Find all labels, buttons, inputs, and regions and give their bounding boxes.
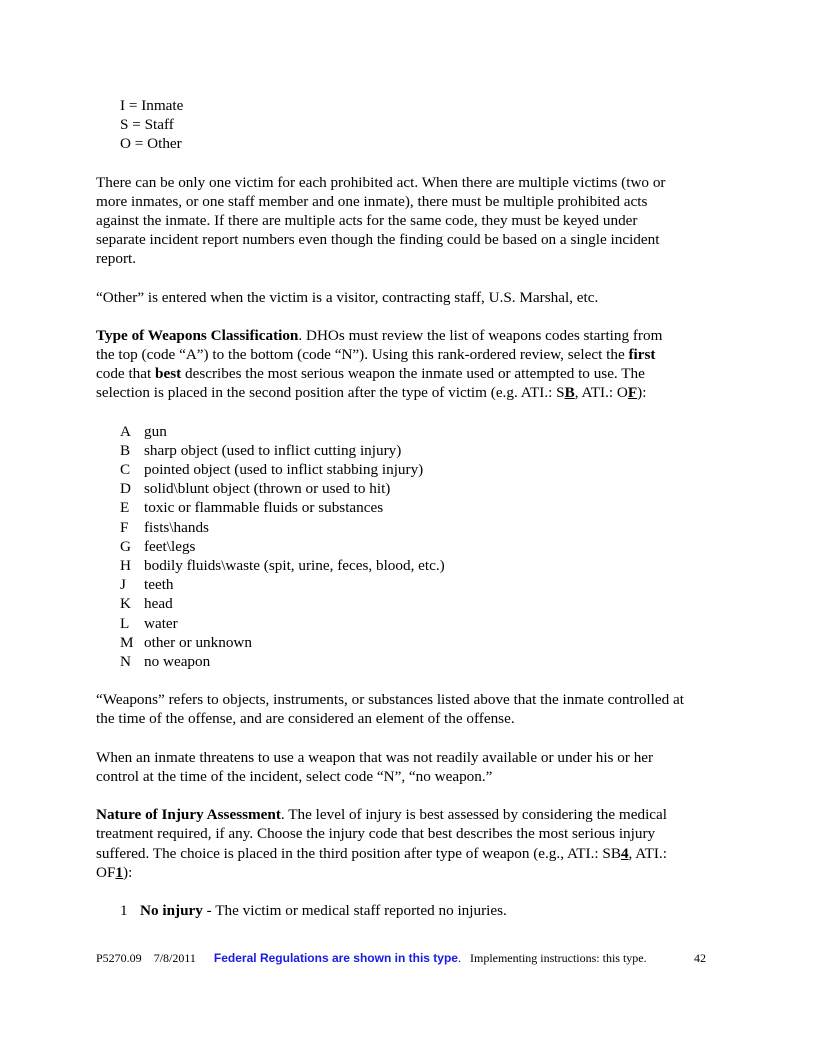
injury-code-description: - The victim or medical staff reported no injuries. <box>202 901 507 919</box>
text-span: . DHOs must review the list of weapons codes starting from <box>298 326 663 344</box>
victim-type-item: O = Other <box>120 135 182 153</box>
text-span: suffered. The choice is placed in the third position after type of weapon (e.g., ATI.: SB <box>96 844 621 862</box>
text-span: , ATI.: <box>628 844 667 862</box>
weapon-label: pointed object (used to inflict stabbing injury) <box>144 461 424 479</box>
text-line: “Weapons” refers to objects, instruments, or substances listed above that the inmate controlled at <box>96 691 684 709</box>
other-victim-paragraph <box>96 288 720 307</box>
weapon-label: head <box>144 595 173 613</box>
weapon-code: B <box>120 441 131 459</box>
weapon-code: N <box>120 653 131 671</box>
injury-assessment-paragraph <box>96 805 720 882</box>
weapon-code: H <box>120 557 131 575</box>
weapon-code: C <box>120 461 131 479</box>
weapon-label: teeth <box>144 576 174 594</box>
weapons-code-list <box>120 422 720 672</box>
text-line: There can be only one victim for each prohibited act. When there are multiple victims (two or <box>96 173 666 191</box>
text-line: report. <box>96 250 137 268</box>
text-span: describes the most serious weapon the inmate used or attempted to use. The <box>181 365 645 383</box>
weapon-code: K <box>120 595 131 613</box>
weapon-item <box>120 537 720 556</box>
weapon-item <box>120 652 720 671</box>
weapon-item <box>120 518 720 537</box>
weapon-code: J <box>120 576 126 594</box>
weapon-label: feet\legs <box>144 537 196 555</box>
injury-code-number: 1 <box>120 901 128 919</box>
text-line: more inmates, or one staff member and one inmate), there must be multiple prohibited acts <box>96 192 648 210</box>
text-span: code that <box>96 365 156 383</box>
example-code: B <box>564 384 575 402</box>
weapon-item <box>120 479 720 498</box>
text-span: ): <box>637 384 647 402</box>
page-number: 42 <box>694 951 706 965</box>
text-span: the top (code “A”) to the bottom (code “N”). Using this rank-ordered review, select the <box>96 346 629 364</box>
weapon-code: F <box>120 518 129 536</box>
weapon-item <box>120 441 720 460</box>
emphasis-best: best <box>155 365 182 383</box>
threatens-paragraph <box>96 748 720 786</box>
text-span: selection is placed in the second position after the type of victim (e.g. ATI.: S <box>96 384 565 402</box>
text-line: control at the time of the incident, select code “N”, “no weapon.” <box>96 767 493 785</box>
text-line: treatment required, if any. Choose the injury code that best describes the most serious injury <box>96 825 656 843</box>
injury-code-title: No injury <box>140 901 203 919</box>
weapon-item <box>120 633 720 652</box>
footer-implementing-instructions: Implementing instructions: this type. <box>469 951 647 965</box>
weapon-label: sharp object (used to inflict cutting injury) <box>144 441 402 459</box>
document-page <box>96 96 720 920</box>
weapon-item <box>120 422 720 441</box>
text-line: separate incident report numbers even though the finding could be based on a single incident <box>96 231 660 249</box>
weapon-item <box>120 575 720 594</box>
text-span: ): <box>123 863 133 881</box>
example-code: F <box>627 384 638 402</box>
weapon-label: fists\hands <box>144 518 209 536</box>
text-span: OF <box>96 863 116 881</box>
injury-heading: Nature of Injury Assessment <box>96 806 281 824</box>
weapon-label: bodily fluids\waste (spit, urine, feces, blood, etc.) <box>144 557 445 575</box>
text-line: “Other” is entered when the victim is a visitor, contracting staff, U.S. Marshal, etc. <box>96 288 599 306</box>
weapon-code: A <box>120 422 131 440</box>
weapon-code: L <box>120 614 130 632</box>
weapon-code: G <box>120 537 131 555</box>
text-line: the time of the offense, and are considered an element of the offense. <box>96 710 515 728</box>
weapon-label: other or unknown <box>144 633 252 651</box>
weapon-item <box>120 460 720 479</box>
footer-doc-number: P5270.09 <box>96 951 142 965</box>
weapons-definition-paragraph <box>96 690 720 728</box>
weapon-item <box>120 556 720 575</box>
weapons-heading: Type of Weapons Classification <box>96 326 299 344</box>
text-span: , ATI.: O <box>574 384 628 402</box>
page-footer <box>96 950 720 966</box>
weapon-label: toxic or flammable fluids or substances <box>144 499 384 517</box>
weapon-label: gun <box>144 422 167 440</box>
example-code: 1 <box>115 863 124 881</box>
weapon-item <box>120 498 720 517</box>
weapon-code: D <box>120 480 131 498</box>
one-victim-paragraph <box>96 173 720 269</box>
weapons-classification-paragraph <box>96 326 720 403</box>
footer-date: 7/8/2011 <box>153 951 196 965</box>
example-code: 4 <box>620 844 629 862</box>
weapon-label: no weapon <box>144 653 211 671</box>
weapon-item <box>120 614 720 633</box>
footer-federal-regulations: Federal Regulations are shown in this type <box>213 951 458 965</box>
weapon-label: water <box>144 614 178 632</box>
victim-type-item: S = Staff <box>120 116 174 134</box>
text-line: When an inmate threatens to use a weapon that was not readily available or under his or her <box>96 748 654 766</box>
footer-period: . <box>457 951 461 965</box>
emphasis-first: first <box>628 346 656 364</box>
weapon-label: solid\blunt object (thrown or used to hit) <box>144 480 391 498</box>
victim-type-item: I = Inmate <box>120 97 184 114</box>
victim-type-list <box>120 96 720 154</box>
weapon-item <box>120 594 720 613</box>
text-line: against the inmate. If there are multiple acts for the same code, they must be keyed under <box>96 212 638 230</box>
weapon-code: M <box>120 633 134 651</box>
text-span: . The level of injury is best assessed by considering the medical <box>280 806 667 824</box>
weapon-code: E <box>120 499 130 517</box>
injury-code-item <box>120 901 720 920</box>
